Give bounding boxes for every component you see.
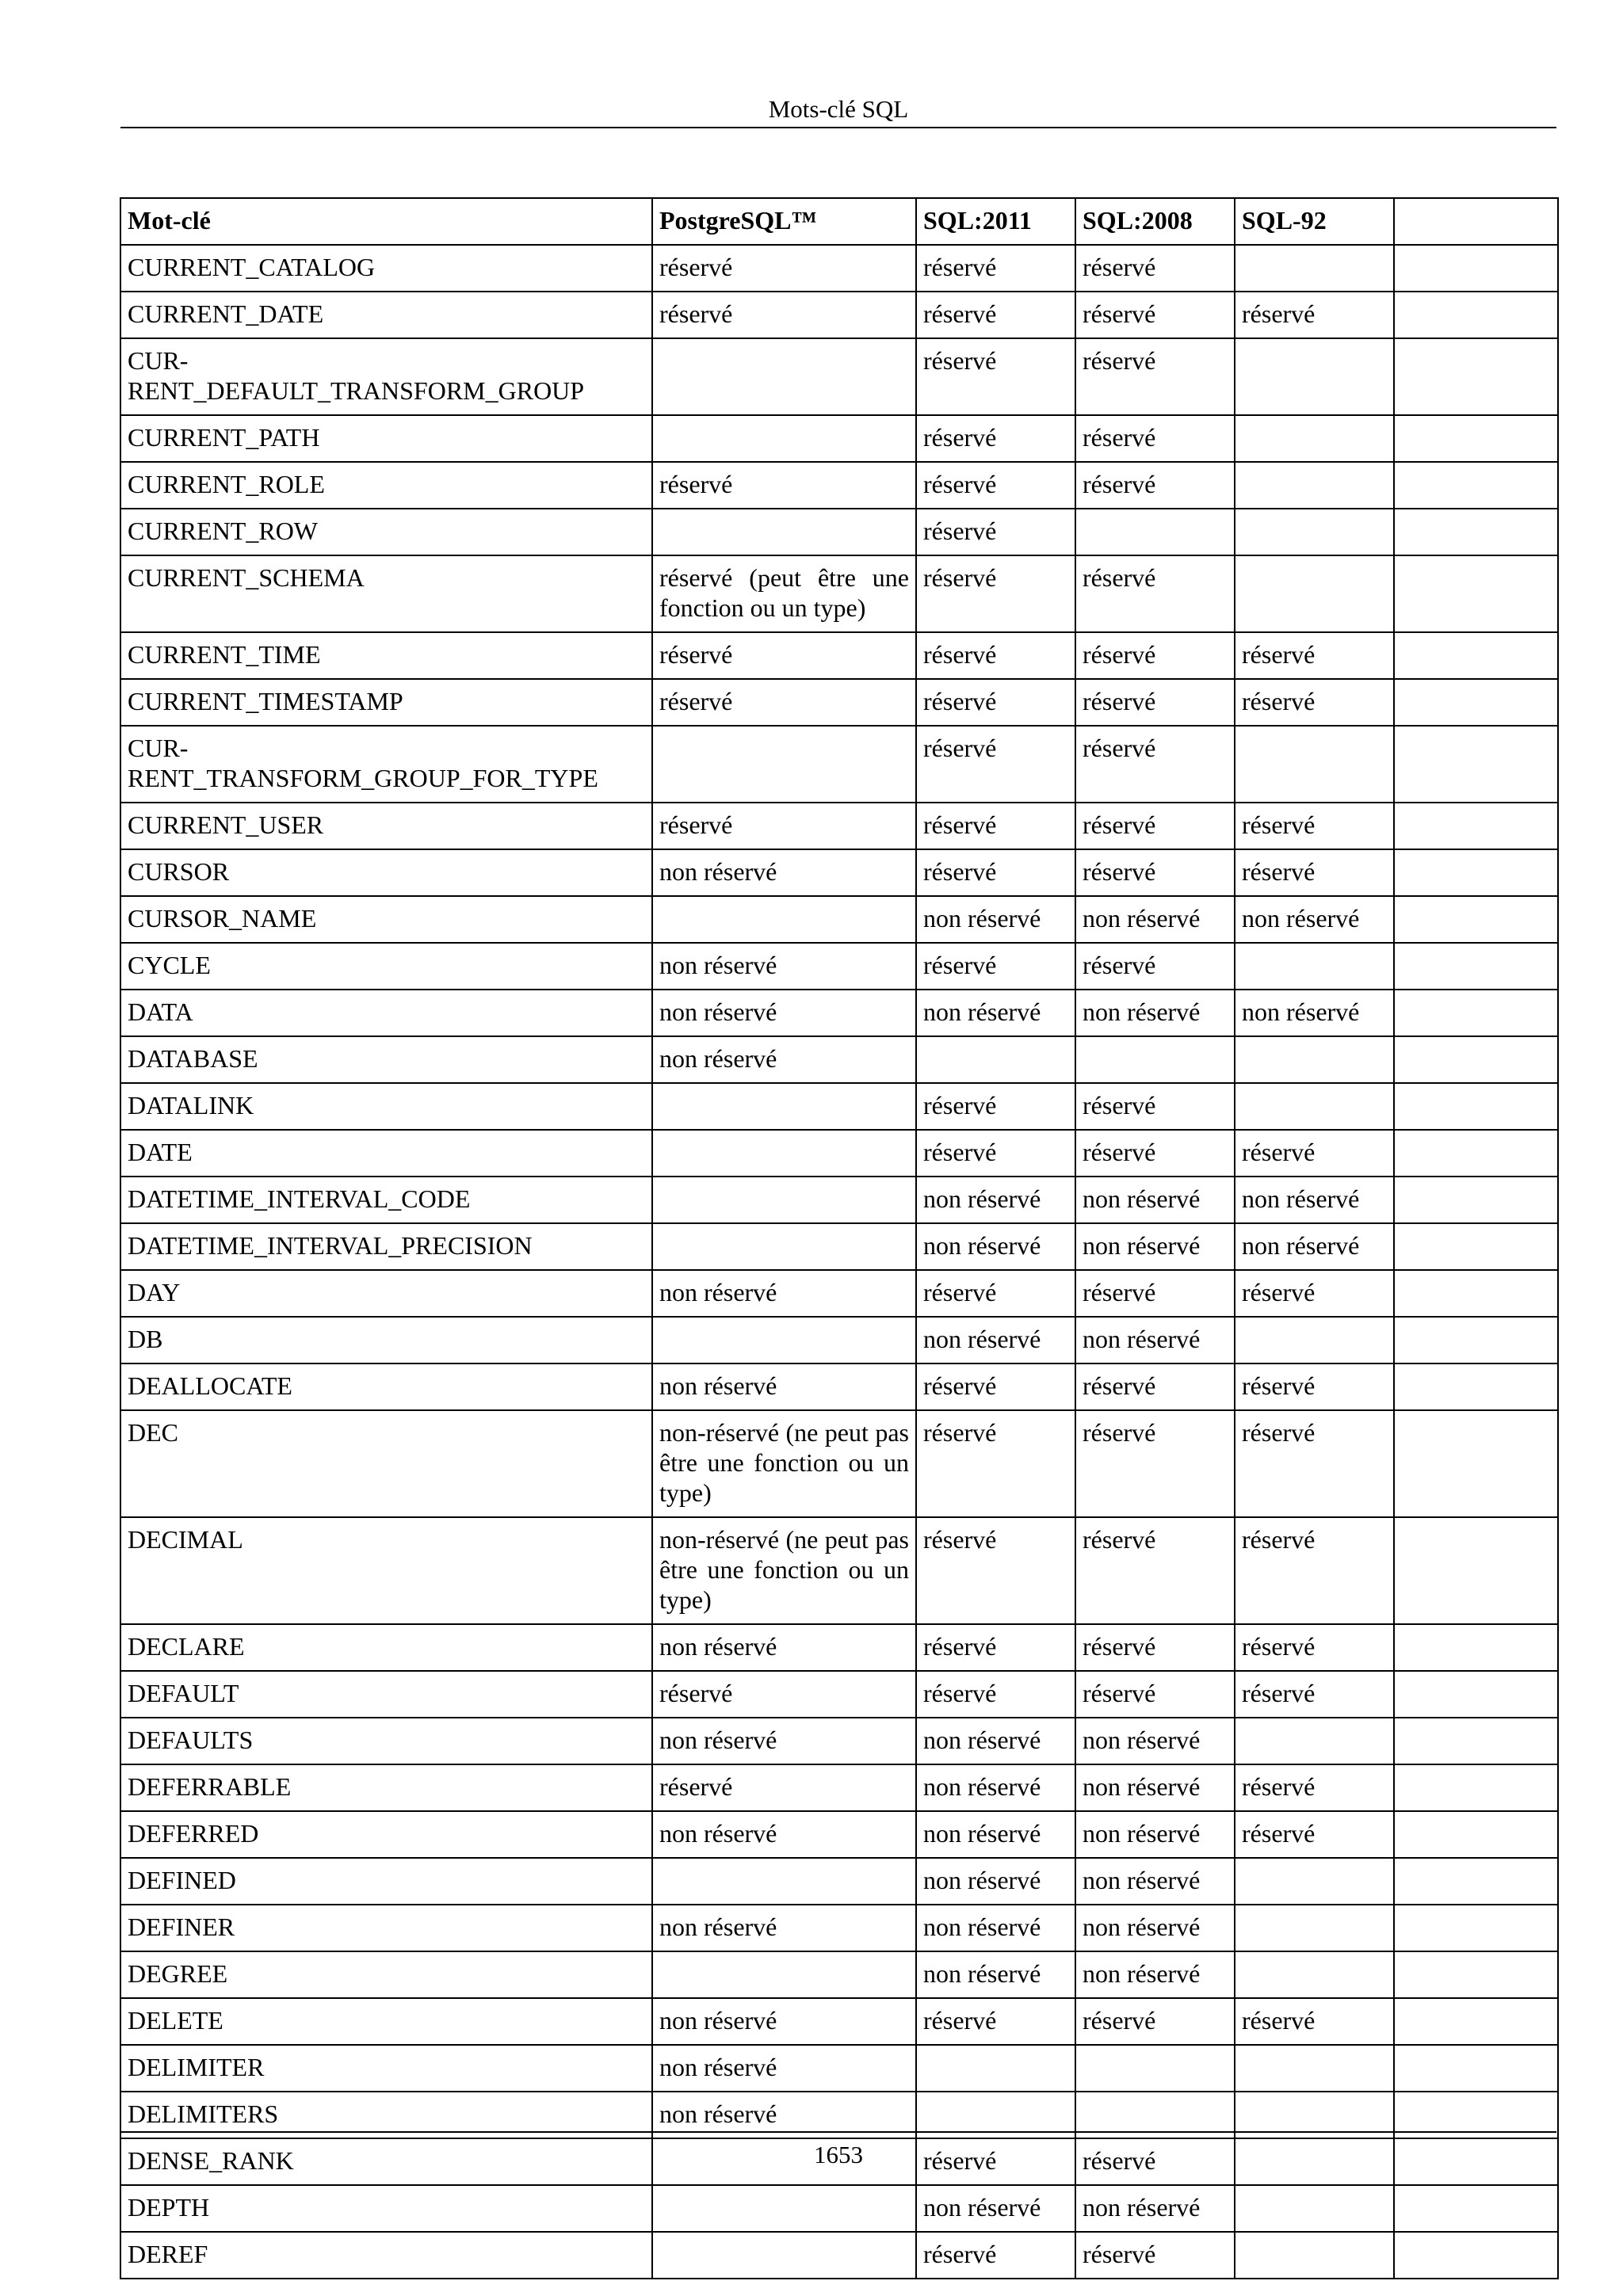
cell-postgresql: non réservé: [652, 2092, 916, 2138]
cell-sql2011: réservé: [916, 849, 1075, 896]
cell-keyword: CURRENT_SCHEMA: [120, 555, 652, 632]
cell-sql92: [1235, 2185, 1394, 2232]
cell-sql2011: non réservé: [916, 990, 1075, 1036]
footer-rule: [120, 2131, 1556, 2133]
cell-sql2008: réservé: [1075, 462, 1235, 509]
table-row: [120, 849, 1558, 896]
cell-sql2008: réservé: [1075, 2138, 1235, 2185]
cell-sql2008: réservé: [1075, 1671, 1235, 1718]
cell-sql92: réservé: [1235, 1130, 1394, 1177]
cell-sql2008: réservé: [1075, 943, 1235, 990]
cell-sql92: réservé: [1235, 803, 1394, 849]
cell-extra: [1394, 849, 1558, 896]
cell-keyword: CURRENT_TIME: [120, 632, 652, 679]
table-row: [120, 1130, 1558, 1177]
cell-extra: [1394, 632, 1558, 679]
cell-sql2011: non réservé: [916, 1905, 1075, 1951]
cell-sql2011: réservé: [916, 338, 1075, 415]
table-row: [120, 943, 1558, 990]
cell-keyword: CURRENT_DATE: [120, 292, 652, 338]
cell-sql92: réservé: [1235, 1998, 1394, 2045]
cell-sql2011: non réservé: [916, 1718, 1075, 1764]
cell-sql2011: réservé: [916, 2232, 1075, 2279]
table-row: [120, 1998, 1558, 2045]
cell-sql2011: non réservé: [916, 1811, 1075, 1858]
table-row: [120, 1270, 1558, 1317]
cell-keyword: DEC: [120, 1410, 652, 1517]
column-header-extra: [1394, 198, 1558, 245]
cell-sql2008: réservé: [1075, 338, 1235, 415]
cell-extra: [1394, 1905, 1558, 1951]
table-row: [120, 632, 1558, 679]
table-row: [120, 803, 1558, 849]
cell-postgresql: réservé: [652, 632, 916, 679]
cell-postgresql: non réservé: [652, 1036, 916, 1083]
cell-extra: [1394, 726, 1558, 803]
cell-keyword: CURRENT_USER: [120, 803, 652, 849]
cell-keyword: DATETIME_INTERVAL_PRECISION: [120, 1223, 652, 1270]
cell-postgresql: réservé: [652, 462, 916, 509]
table-row: [120, 462, 1558, 509]
cell-sql92: [1235, 338, 1394, 415]
cell-sql2008: non réservé: [1075, 2185, 1235, 2232]
cell-postgresql: [652, 1083, 916, 1130]
cell-sql2008: non réservé: [1075, 990, 1235, 1036]
cell-sql92: réservé: [1235, 1517, 1394, 1624]
cell-postgresql: non réservé: [652, 1363, 916, 1410]
table-row: [120, 1811, 1558, 1858]
cell-sql2008: non réservé: [1075, 896, 1235, 943]
cell-extra: [1394, 2232, 1558, 2279]
cell-extra: [1394, 1624, 1558, 1671]
cell-sql2008: non réservé: [1075, 1858, 1235, 1905]
cell-postgresql: réservé: [652, 1671, 916, 1718]
cell-sql92: [1235, 2045, 1394, 2092]
cell-extra: [1394, 555, 1558, 632]
cell-sql2011: non réservé: [916, 896, 1075, 943]
table-row: [120, 1177, 1558, 1223]
cell-sql92: [1235, 943, 1394, 990]
cell-sql2011: réservé: [916, 726, 1075, 803]
cell-extra: [1394, 1718, 1558, 1764]
cell-postgresql: [652, 1177, 916, 1223]
cell-sql2011: réservé: [916, 462, 1075, 509]
cell-sql2008: non réservé: [1075, 1223, 1235, 1270]
table-row: [120, 1764, 1558, 1811]
cell-sql92: réservé: [1235, 632, 1394, 679]
keywords-table-header: [120, 198, 1558, 245]
cell-extra: [1394, 1317, 1558, 1363]
cell-sql2008: réservé: [1075, 1130, 1235, 1177]
cell-postgresql: non réservé: [652, 1811, 916, 1858]
cell-postgresql: [652, 1858, 916, 1905]
cell-keyword: DATA: [120, 990, 652, 1036]
table-row: [120, 1317, 1558, 1363]
cell-sql92: [1235, 1036, 1394, 1083]
cell-sql2011: réservé: [916, 555, 1075, 632]
cell-sql92: [1235, 555, 1394, 632]
cell-extra: [1394, 1671, 1558, 1718]
cell-keyword: DELIMITER: [120, 2045, 652, 2092]
cell-sql2011: réservé: [916, 1270, 1075, 1317]
cell-extra: [1394, 462, 1558, 509]
cell-extra: [1394, 803, 1558, 849]
cell-sql2008: [1075, 1036, 1235, 1083]
cell-extra: [1394, 1177, 1558, 1223]
cell-extra: [1394, 2045, 1558, 2092]
cell-sql92: réservé: [1235, 1270, 1394, 1317]
cell-postgresql: [652, 1317, 916, 1363]
cell-sql2011: non réservé: [916, 1858, 1075, 1905]
table-row: [120, 1517, 1558, 1624]
cell-sql92: [1235, 509, 1394, 555]
cell-sql2011: réservé: [916, 803, 1075, 849]
cell-extra: [1394, 1363, 1558, 1410]
cell-keyword: DB: [120, 1317, 652, 1363]
cell-sql2008: réservé: [1075, 1624, 1235, 1671]
cell-sql2011: réservé: [916, 943, 1075, 990]
cell-keyword: CURRENT_ROLE: [120, 462, 652, 509]
cell-sql2008: réservé: [1075, 2232, 1235, 2279]
cell-sql2008: [1075, 2045, 1235, 2092]
cell-sql92: [1235, 1083, 1394, 1130]
cell-sql2011: réservé: [916, 1130, 1075, 1177]
cell-sql2008: réservé: [1075, 1363, 1235, 1410]
cell-keyword: DEFERRED: [120, 1811, 652, 1858]
cell-sql2008: non réservé: [1075, 1177, 1235, 1223]
cell-sql2008: réservé: [1075, 415, 1235, 462]
cell-sql92: [1235, 1317, 1394, 1363]
cell-sql92: [1235, 1858, 1394, 1905]
keywords-table-body: [120, 245, 1558, 2279]
cell-extra: [1394, 292, 1558, 338]
cell-sql2011: réservé: [916, 1998, 1075, 2045]
cell-keyword: DEPTH: [120, 2185, 652, 2232]
cell-sql2011: réservé: [916, 292, 1075, 338]
table-row: [120, 1905, 1558, 1951]
table-row: [120, 555, 1558, 632]
cell-keyword: DEFERRABLE: [120, 1764, 652, 1811]
cell-sql2011: réservé: [916, 679, 1075, 726]
cell-sql2011: réservé: [916, 1624, 1075, 1671]
cell-extra: [1394, 1951, 1558, 1998]
table-row: [120, 726, 1558, 803]
cell-sql92: réservé: [1235, 1624, 1394, 1671]
table-row: [120, 1671, 1558, 1718]
cell-sql2011: réservé: [916, 245, 1075, 292]
cell-sql2011: réservé: [916, 415, 1075, 462]
table-row: [120, 1858, 1558, 1905]
table-row: [120, 1036, 1558, 1083]
cell-extra: [1394, 1764, 1558, 1811]
cell-sql92: réservé: [1235, 849, 1394, 896]
cell-sql92: non réservé: [1235, 896, 1394, 943]
cell-keyword: DEFAULT: [120, 1671, 652, 1718]
cell-sql92: [1235, 1951, 1394, 1998]
cell-sql2011: réservé: [916, 1083, 1075, 1130]
cell-sql92: réservé: [1235, 679, 1394, 726]
cell-sql92: non réservé: [1235, 1223, 1394, 1270]
table-row: [120, 338, 1558, 415]
cell-sql2011: non réservé: [916, 1223, 1075, 1270]
cell-sql2011: réservé: [916, 632, 1075, 679]
cell-keyword: DEGREE: [120, 1951, 652, 1998]
cell-sql2011: réservé: [916, 1363, 1075, 1410]
cell-keyword: DECIMAL: [120, 1517, 652, 1624]
cell-keyword: DEALLOCATE: [120, 1363, 652, 1410]
keywords-table: [120, 197, 1559, 2279]
cell-postgresql: réservé: [652, 292, 916, 338]
cell-postgresql: [652, 1130, 916, 1177]
cell-sql2008: non réservé: [1075, 1811, 1235, 1858]
table-row: [120, 1223, 1558, 1270]
column-header-sql2011: SQL:2011: [916, 198, 1075, 245]
cell-keyword: CYCLE: [120, 943, 652, 990]
cell-postgresql: réservé (peut être une fonction ou un type): [652, 555, 916, 632]
cell-keyword: DEFAULTS: [120, 1718, 652, 1764]
cell-sql2011: non réservé: [916, 2185, 1075, 2232]
cell-sql2008: réservé: [1075, 292, 1235, 338]
cell-sql92: réservé: [1235, 1363, 1394, 1410]
cell-postgresql: non réservé: [652, 1718, 916, 1764]
cell-sql92: [1235, 1905, 1394, 1951]
cell-sql92: [1235, 2232, 1394, 2279]
cell-keyword: DENSE_RANK: [120, 2138, 652, 2185]
cell-postgresql: réservé: [652, 803, 916, 849]
cell-postgresql: [652, 415, 916, 462]
table-row: [120, 509, 1558, 555]
column-header-sql92: SQL-92: [1235, 198, 1394, 245]
cell-keyword: CURRENT_ROW: [120, 509, 652, 555]
table-row: [120, 679, 1558, 726]
cell-keyword: CURRENT_CATALOG: [120, 245, 652, 292]
cell-sql92: non réservé: [1235, 990, 1394, 1036]
table-row: [120, 1718, 1558, 1764]
page-header-title: Mots-clé SQL: [768, 95, 909, 123]
cell-sql2008: non réservé: [1075, 1718, 1235, 1764]
cell-keyword: DATE: [120, 1130, 652, 1177]
cell-sql2011: non réservé: [916, 1177, 1075, 1223]
cell-keyword: DECLARE: [120, 1624, 652, 1671]
cell-extra: [1394, 1270, 1558, 1317]
table-row: [120, 2045, 1558, 2092]
table-row: [120, 245, 1558, 292]
cell-keyword: DEFINED: [120, 1858, 652, 1905]
cell-sql92: [1235, 415, 1394, 462]
cell-sql2008: réservé: [1075, 1998, 1235, 2045]
cell-extra: [1394, 1517, 1558, 1624]
cell-postgresql: [652, 2232, 916, 2279]
cell-sql2008: réservé: [1075, 1270, 1235, 1317]
cell-sql2008: [1075, 509, 1235, 555]
cell-postgresql: non réservé: [652, 1624, 916, 1671]
cell-postgresql: non réservé: [652, 943, 916, 990]
cell-postgresql: non-réservé (ne peut pas être une fonction ou un type): [652, 1517, 916, 1624]
cell-sql2011: réservé: [916, 1410, 1075, 1517]
cell-postgresql: [652, 726, 916, 803]
cell-extra: [1394, 943, 1558, 990]
cell-sql92: réservé: [1235, 1671, 1394, 1718]
cell-extra: [1394, 1223, 1558, 1270]
cell-keyword: CURRENT_PATH: [120, 415, 652, 462]
cell-sql2011: réservé: [916, 509, 1075, 555]
cell-keyword: DEREF: [120, 2232, 652, 2279]
cell-extra: [1394, 509, 1558, 555]
cell-keyword: DATETIME_INTERVAL_CODE: [120, 1177, 652, 1223]
table-row: [120, 1624, 1558, 1671]
cell-sql2011: non réservé: [916, 1764, 1075, 1811]
cell-sql2008: non réservé: [1075, 1951, 1235, 1998]
cell-sql2008: réservé: [1075, 679, 1235, 726]
cell-extra: [1394, 1811, 1558, 1858]
cell-sql2011: non réservé: [916, 1317, 1075, 1363]
cell-sql92: [1235, 245, 1394, 292]
cell-extra: [1394, 990, 1558, 1036]
cell-sql2008: réservé: [1075, 245, 1235, 292]
column-header-sql2008: SQL:2008: [1075, 198, 1235, 245]
cell-extra: [1394, 896, 1558, 943]
cell-keyword: CURRENT_TIMESTAMP: [120, 679, 652, 726]
cell-postgresql: non réservé: [652, 1998, 916, 2045]
cell-extra: [1394, 1083, 1558, 1130]
cell-postgresql: [652, 2185, 916, 2232]
table-row: [120, 292, 1558, 338]
cell-sql2011: réservé: [916, 1517, 1075, 1624]
table-row: [120, 2232, 1558, 2279]
cell-extra: [1394, 1998, 1558, 2045]
cell-sql2008: réservé: [1075, 849, 1235, 896]
cell-sql92: réservé: [1235, 1811, 1394, 1858]
cell-sql2008: non réservé: [1075, 1764, 1235, 1811]
cell-sql2008: réservé: [1075, 632, 1235, 679]
cell-extra: [1394, 2185, 1558, 2232]
cell-keyword: CURSOR_NAME: [120, 896, 652, 943]
cell-sql2008: réservé: [1075, 1410, 1235, 1517]
table-row: [120, 1410, 1558, 1517]
table-row: [120, 415, 1558, 462]
cell-postgresql: [652, 509, 916, 555]
cell-sql2011: réservé: [916, 1671, 1075, 1718]
cell-sql2008: réservé: [1075, 1083, 1235, 1130]
cell-extra: [1394, 245, 1558, 292]
cell-sql2008: réservé: [1075, 726, 1235, 803]
header-rule: [120, 127, 1556, 128]
cell-sql2008: réservé: [1075, 555, 1235, 632]
table-row: [120, 1951, 1558, 1998]
table-row: [120, 896, 1558, 943]
cell-keyword: DELETE: [120, 1998, 652, 2045]
cell-sql2008: non réservé: [1075, 1905, 1235, 1951]
cell-extra: [1394, 338, 1558, 415]
cell-sql2011: non réservé: [916, 1951, 1075, 1998]
cell-sql92: non réservé: [1235, 1177, 1394, 1223]
cell-sql92: [1235, 462, 1394, 509]
cell-keyword: CUR- RENT_DEFAULT_TRANSFORM_GROUP: [120, 338, 652, 415]
table-row: [120, 1083, 1558, 1130]
cell-keyword: CUR- RENT_TRANSFORM_GROUP_FOR_TYPE: [120, 726, 652, 803]
cell-sql92: réservé: [1235, 1410, 1394, 1517]
cell-postgresql: non réservé: [652, 2045, 916, 2092]
cell-sql2008: réservé: [1075, 803, 1235, 849]
cell-postgresql: non réservé: [652, 849, 916, 896]
cell-extra: [1394, 679, 1558, 726]
cell-postgresql: réservé: [652, 245, 916, 292]
cell-extra: [1394, 1858, 1558, 1905]
column-header-postgresql: PostgreSQL™: [652, 198, 916, 245]
cell-keyword: DAY: [120, 1270, 652, 1317]
cell-sql92: réservé: [1235, 292, 1394, 338]
cell-extra: [1394, 1410, 1558, 1517]
cell-sql92: réservé: [1235, 1764, 1394, 1811]
cell-postgresql: [652, 338, 916, 415]
cell-sql2008: non réservé: [1075, 1317, 1235, 1363]
cell-sql2008: réservé: [1075, 1517, 1235, 1624]
table-row: [120, 2185, 1558, 2232]
cell-postgresql: [652, 1951, 916, 1998]
page-number: 1653: [814, 2141, 863, 2168]
cell-extra: [1394, 415, 1558, 462]
cell-sql2011: [916, 2045, 1075, 2092]
cell-keyword: DEFINER: [120, 1905, 652, 1951]
cell-postgresql: [652, 1223, 916, 1270]
cell-sql2011: réservé: [916, 2138, 1075, 2185]
cell-postgresql: [652, 896, 916, 943]
cell-extra: [1394, 1130, 1558, 1177]
cell-keyword: CURSOR: [120, 849, 652, 896]
cell-extra: [1394, 1036, 1558, 1083]
cell-sql2011: [916, 1036, 1075, 1083]
cell-postgresql: non réservé: [652, 1905, 916, 1951]
cell-sql92: [1235, 1718, 1394, 1764]
cell-postgresql: non-réservé (ne peut pas être une fonction ou un type): [652, 1410, 916, 1517]
table-header-row: [120, 198, 1558, 245]
cell-keyword: DATABASE: [120, 1036, 652, 1083]
cell-postgresql: non réservé: [652, 990, 916, 1036]
table-row: [120, 1363, 1558, 1410]
table-row: [120, 990, 1558, 1036]
cell-keyword: DELIMITERS: [120, 2092, 652, 2138]
cell-postgresql: réservé: [652, 679, 916, 726]
cell-keyword: DATALINK: [120, 1083, 652, 1130]
cell-postgresql: réservé: [652, 1764, 916, 1811]
column-header-keyword: Mot-clé: [120, 198, 652, 245]
cell-postgresql: non réservé: [652, 1270, 916, 1317]
cell-sql92: [1235, 726, 1394, 803]
